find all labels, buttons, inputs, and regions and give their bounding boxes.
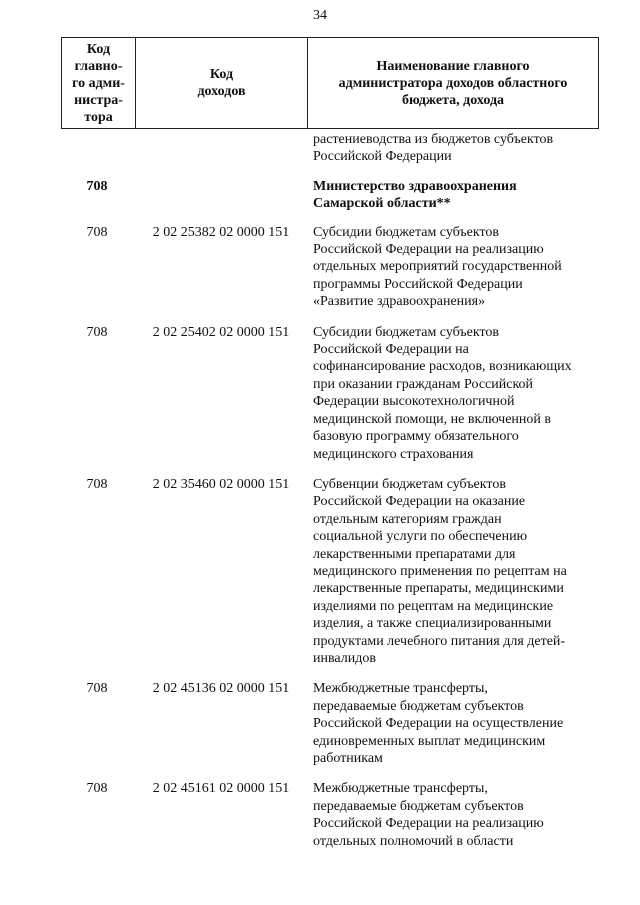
- income-code-cell: 2 02 35460 02 0000 151: [152, 476, 290, 492]
- header-admin-code: [62, 38, 136, 128]
- header-name-label: Наименование главного администратора доходов областного бюджета, дохода: [338, 58, 568, 108]
- admin-code-cell: 708: [86, 681, 108, 697]
- table-row: [61, 680, 599, 767]
- name-cell: Субсидии бюджетам субъектов Российской Федерации на софинансирование расходов, возникающих при оказании гражданам Российской Федерации высокотехнологичной медицинской помощи, не включенной в базовую программу обязательного медицинского страхования: [313, 324, 572, 462]
- table-row: [61, 178, 599, 213]
- table-header: [61, 37, 599, 129]
- admin-code-cell: 708: [86, 178, 108, 194]
- name-cell: Межбюджетные трансферты, передаваемые бюджетам субъектов Российской Федерации на реализацию отдельных полномочий в области: [313, 781, 544, 849]
- header-income-code: [136, 38, 308, 128]
- header-income-code-label: Код доходов: [197, 67, 246, 99]
- name-cell: Межбюджетные трансферты, передаваемые бюджетам субъектов Российской Федерации на осуществление единовременных выплат медицинским работникам: [313, 681, 564, 766]
- income-code-cell: 2 02 25402 02 0000 151: [152, 324, 290, 340]
- admin-code-cell: 708: [86, 324, 108, 340]
- income-code-cell: 2 02 45136 02 0000 151: [152, 681, 290, 697]
- header-name: [308, 38, 598, 128]
- admin-code-cell: 708: [86, 476, 108, 492]
- table-body: [61, 131, 599, 850]
- table-row: [61, 476, 599, 667]
- name-cell: Министерство здравоохранения Самарской области**: [313, 178, 517, 212]
- income-code-cell: 2 02 45161 02 0000 151: [152, 781, 290, 797]
- header-admin-code-label: Код главно- го адми- нистра- тора: [72, 41, 125, 125]
- table-row: [61, 131, 599, 166]
- name-cell: растениеводства из бюджетов субъектов Российской Федерации: [313, 132, 554, 165]
- table-row: [61, 324, 599, 463]
- name-cell: Субсидии бюджетам субъектов Российской Федерации на реализацию отдельных мероприятий государственной программы Российской Федерации «Развитие здравоохранения»: [313, 224, 562, 310]
- name-cell: Субвенции бюджетам субъектов Российской Федерации на оказание отдельным категориям граждан социальной услуги по обеспечению лекарственными препаратами для медицинского применения по рецептам на лекарственные препараты, медицинскими изделиями по рецептам на медицинские изделия, а также специализированными продуктами лечебного питания для детей- инвалидов: [313, 476, 567, 666]
- income-code-cell: 2 02 25382 02 0000 151: [152, 224, 290, 240]
- page-number: 34: [313, 8, 327, 23]
- admin-code-cell: 708: [86, 781, 108, 797]
- table-row: [61, 224, 599, 311]
- admin-code-cell: 708: [86, 224, 108, 240]
- table-row: [61, 780, 599, 850]
